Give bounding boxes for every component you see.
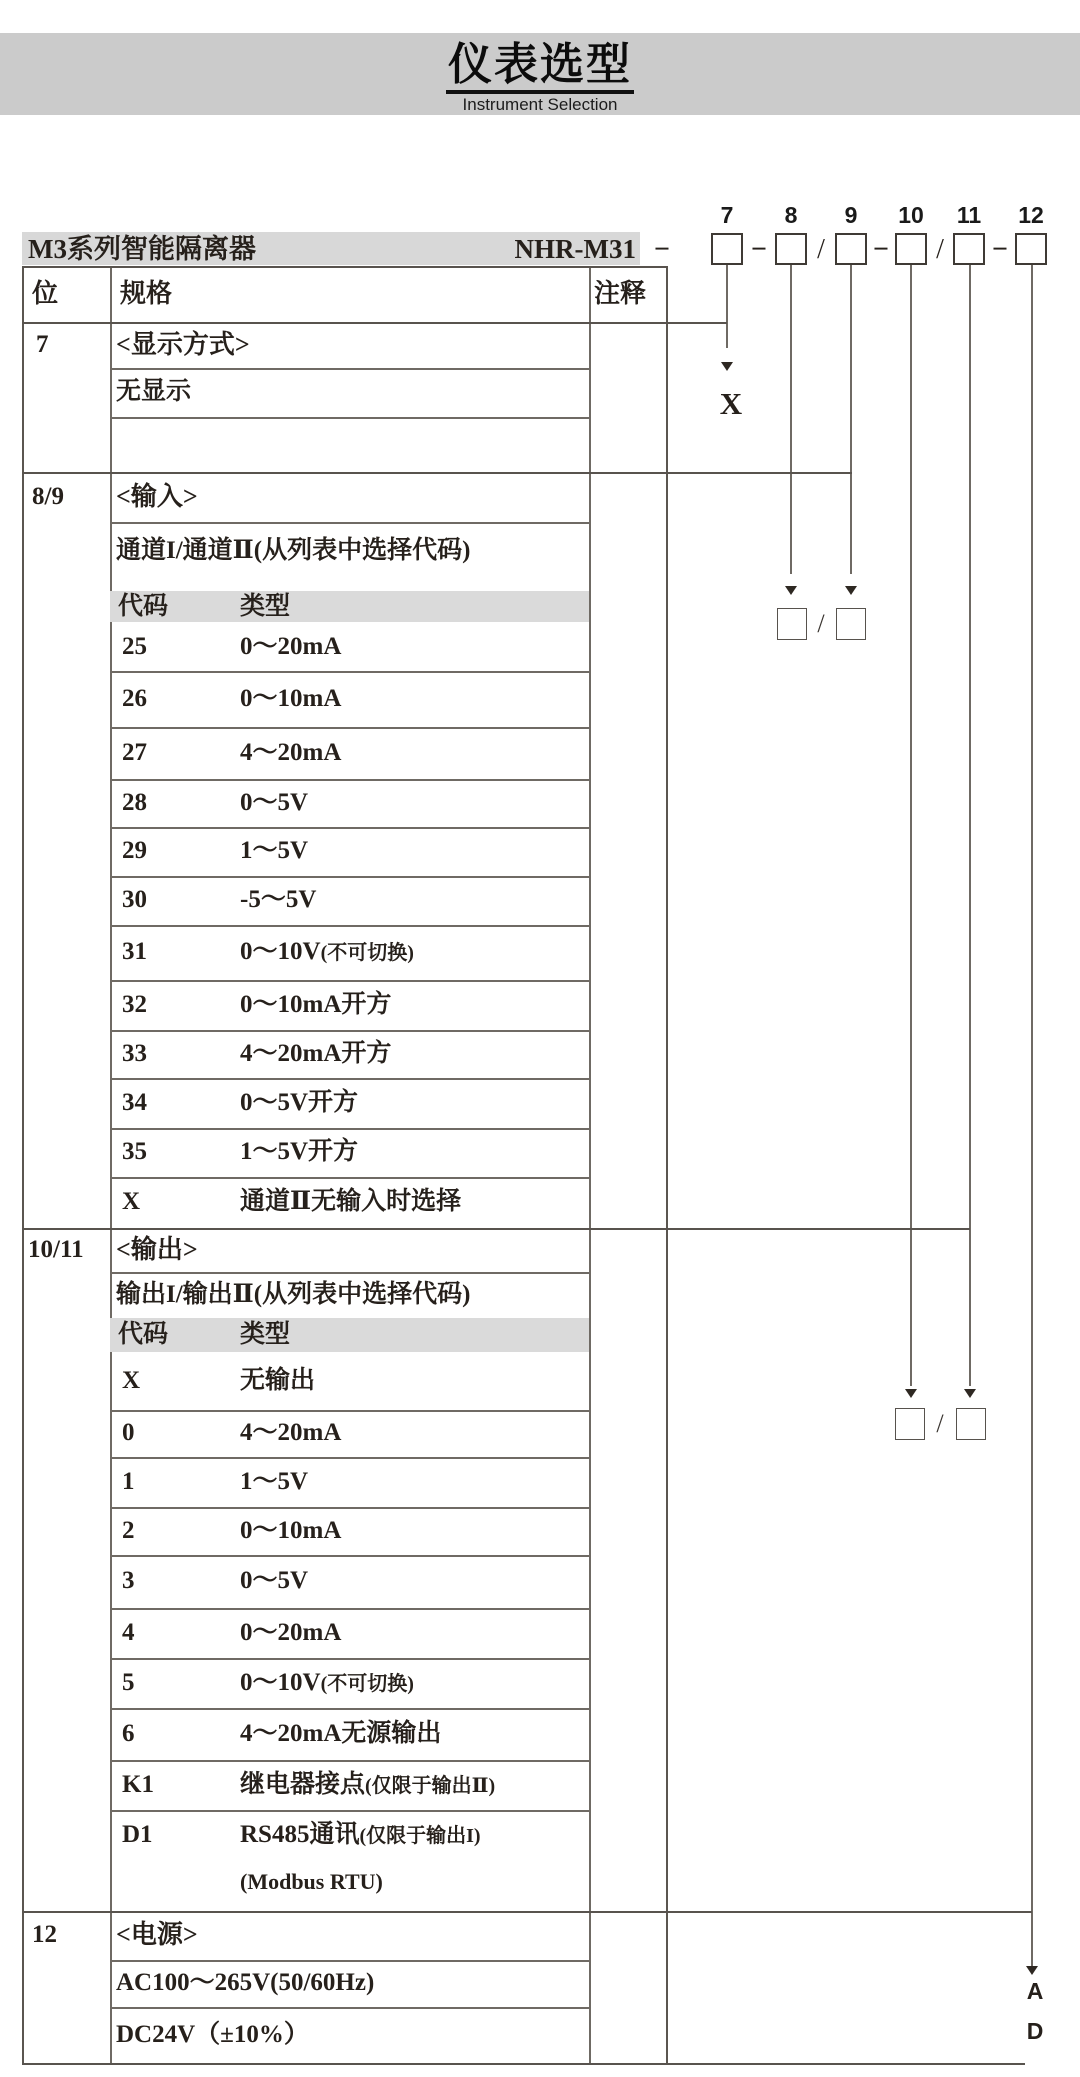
row-divider (110, 1272, 589, 1274)
input-box-slash: / (817, 609, 825, 638)
code-separator-dash: − (992, 234, 1008, 265)
row-type: 4～20mA无源输出 (240, 1720, 442, 1747)
row-code: 5 (122, 1669, 135, 1696)
row-type-note: (仅限于输出I) (359, 1825, 481, 1847)
code-separator-dash: − (873, 234, 889, 265)
header-divider (22, 322, 727, 324)
table-border-top (22, 266, 667, 268)
row-value: 无显示 (116, 378, 192, 405)
row-type: 0～10mA (240, 1517, 342, 1544)
digit-label-9: 9 (844, 202, 858, 228)
row-divider (110, 1960, 589, 1962)
row-code: 34 (122, 1089, 147, 1116)
arrow-down-icon (845, 586, 857, 595)
row-divider (110, 1555, 589, 1557)
row-code: 28 (122, 789, 147, 816)
row-divider (110, 980, 589, 982)
section-subtitle: 通道I/通道Ⅱ(从列表中选择代码) (116, 537, 471, 564)
row-type: 1～5V (240, 837, 309, 864)
row-divider (110, 671, 589, 673)
row-divider (110, 368, 589, 370)
section-title: <电源> (116, 1920, 198, 1949)
bit-label: 12 (32, 1921, 57, 1948)
row-code: 31 (122, 938, 147, 965)
row-code: 3 (122, 1567, 135, 1594)
row-type: 0～5V (240, 1567, 309, 1594)
row-divider (110, 1078, 589, 1080)
code-box-8 (775, 233, 807, 265)
leader-line-12 (1031, 265, 1033, 1966)
row-type: 0～10V(不可切换) (240, 1669, 414, 1696)
row-code: 6 (122, 1720, 135, 1747)
digit-label-8: 8 (784, 202, 798, 228)
row-divider (110, 1507, 589, 1509)
row-type: 4～20mA开方 (240, 1040, 392, 1067)
row-code: K1 (122, 1771, 154, 1798)
row-code: 35 (122, 1138, 147, 1165)
output-code-box-2 (956, 1408, 986, 1440)
header-spec: 规格 (120, 279, 173, 308)
table-border-bottom (22, 2063, 1025, 2065)
row-code: 27 (122, 739, 147, 766)
bit-label: 10/11 (28, 1236, 84, 1263)
row-code: 25 (122, 633, 147, 660)
row-type: 通道Ⅱ无输入时选择 (240, 1188, 462, 1215)
row-divider (110, 1457, 589, 1459)
digit-label-11: 11 (956, 202, 982, 228)
arrow-down-icon (1026, 1966, 1038, 1975)
row-type: 0～10V(不可切换) (240, 938, 414, 965)
row-type: 4～20mA (240, 739, 342, 766)
row-divider (110, 779, 589, 781)
row-type: 0～10mA (240, 685, 342, 712)
row-code: 1 (122, 1468, 135, 1495)
code-separator-slash: / (936, 234, 944, 265)
input-code-header-band (110, 591, 589, 622)
display-code-annotation: X (719, 386, 743, 421)
row-type: -5～5V (240, 886, 317, 913)
row-type: 4～20mA (240, 1419, 342, 1446)
digit-label-10: 10 (898, 202, 924, 228)
row-divider (110, 1658, 589, 1660)
leader-line-7 (726, 265, 728, 348)
page-subtitle: Instrument Selection (462, 95, 618, 114)
row-divider (110, 1410, 589, 1412)
row-divider (110, 925, 589, 927)
section-title: <输出> (116, 1235, 198, 1264)
row-divider (110, 2007, 589, 2009)
section-divider-1 (22, 472, 852, 474)
type-column-header: 类型 (240, 593, 291, 620)
column-divider-note (589, 266, 591, 2063)
row-code: D1 (122, 1821, 153, 1848)
section-title: <显示方式> (116, 330, 250, 359)
code-column-header: 代码 (118, 1321, 169, 1348)
page-title: 仪表选型 (446, 41, 634, 94)
bit-label: 8/9 (32, 483, 64, 510)
row-divider (110, 417, 589, 419)
header-bit: 位 (32, 279, 59, 308)
section-title: <输入> (116, 482, 198, 511)
row-type-note2: (Modbus RTU) (240, 1869, 383, 1894)
row-type: 1～5V (240, 1468, 309, 1495)
row-code: X (122, 1367, 141, 1394)
bit-label: 7 (36, 331, 49, 358)
row-code: 2 (122, 1517, 135, 1544)
title-banner (0, 33, 1080, 115)
leader-line-9 (850, 265, 852, 574)
row-divider (110, 522, 589, 524)
row-divider (110, 876, 589, 878)
power-code-ac: A (1026, 1978, 1044, 2004)
row-divider (110, 1608, 589, 1610)
row-type-note: (不可切换) (320, 1673, 414, 1695)
header-note: 注释 (594, 279, 647, 308)
output-code-header-band (110, 1318, 589, 1352)
code-box-9 (835, 233, 867, 265)
arrow-down-icon (964, 1389, 976, 1398)
row-divider (110, 727, 589, 729)
row-divider (110, 1030, 589, 1032)
row-divider (110, 1177, 589, 1179)
row-divider (110, 1128, 589, 1130)
leader-line-10 (910, 265, 912, 1386)
row-value: AC100～265V(50/60Hz) (116, 1969, 375, 1996)
section-divider-3 (22, 1911, 1032, 1913)
section-subtitle: 输出I/输出Ⅱ(从列表中选择代码) (116, 1281, 471, 1308)
input-code-box-2 (836, 608, 866, 640)
row-type: 0～5V开方 (240, 1089, 359, 1116)
row-code: 26 (122, 685, 147, 712)
row-code: X (122, 1188, 141, 1215)
digit-label-12: 12 (1018, 202, 1044, 228)
code-box-11 (953, 233, 985, 265)
row-divider (110, 1708, 589, 1710)
output-box-slash: / (936, 1409, 944, 1438)
arrow-down-icon (905, 1389, 917, 1398)
row-value: DC24V（±10%） (116, 2021, 309, 2048)
code-column-header: 代码 (118, 593, 169, 620)
row-code: 30 (122, 886, 147, 913)
row-divider (110, 1810, 589, 1812)
column-divider-bit (110, 266, 112, 2063)
row-type: 1～5V开方 (240, 1138, 359, 1165)
code-box-10 (895, 233, 927, 265)
code-box-12 (1015, 233, 1047, 265)
series-name: M3系列智能隔离器 (28, 234, 256, 264)
row-type: RS485通讯(仅限于输出I) (240, 1821, 481, 1848)
code-separator-dash: − (654, 234, 670, 265)
leader-line-8 (790, 265, 792, 574)
arrow-down-icon (785, 586, 797, 595)
digit-label-7: 7 (720, 202, 734, 228)
row-divider (110, 1760, 589, 1762)
code-box-7 (711, 233, 743, 265)
table-border-right (666, 266, 668, 2063)
row-type-note: (不可切换) (320, 942, 414, 964)
arrow-down-icon (721, 362, 733, 371)
row-code: 4 (122, 1619, 135, 1646)
row-divider (110, 827, 589, 829)
row-type: 无输出 (240, 1367, 316, 1394)
row-code: 0 (122, 1419, 135, 1446)
power-code-dc: D (1026, 2018, 1044, 2044)
output-code-box-1 (895, 1408, 925, 1440)
row-type: 0～20mA (240, 1619, 342, 1646)
input-code-box-1 (777, 608, 807, 640)
row-code: 33 (122, 1040, 147, 1067)
section-divider-2 (22, 1228, 970, 1230)
row-type: 0～20mA (240, 633, 342, 660)
row-type: 0～5V (240, 789, 309, 816)
code-separator-slash: / (817, 234, 825, 265)
table-border-left (22, 266, 24, 2063)
row-type-note: (仅限于输出Ⅱ) (365, 1775, 496, 1797)
type-column-header: 类型 (240, 1321, 291, 1348)
code-separator-dash: − (751, 234, 767, 265)
row-code: 29 (122, 837, 147, 864)
row-type: 0～10mA开方 (240, 991, 392, 1018)
leader-line-11 (969, 265, 971, 1386)
row-code: 32 (122, 991, 147, 1018)
row-type: 继电器接点(仅限于输出Ⅱ) (240, 1771, 496, 1798)
model-code: NHR-M31 (514, 234, 636, 264)
